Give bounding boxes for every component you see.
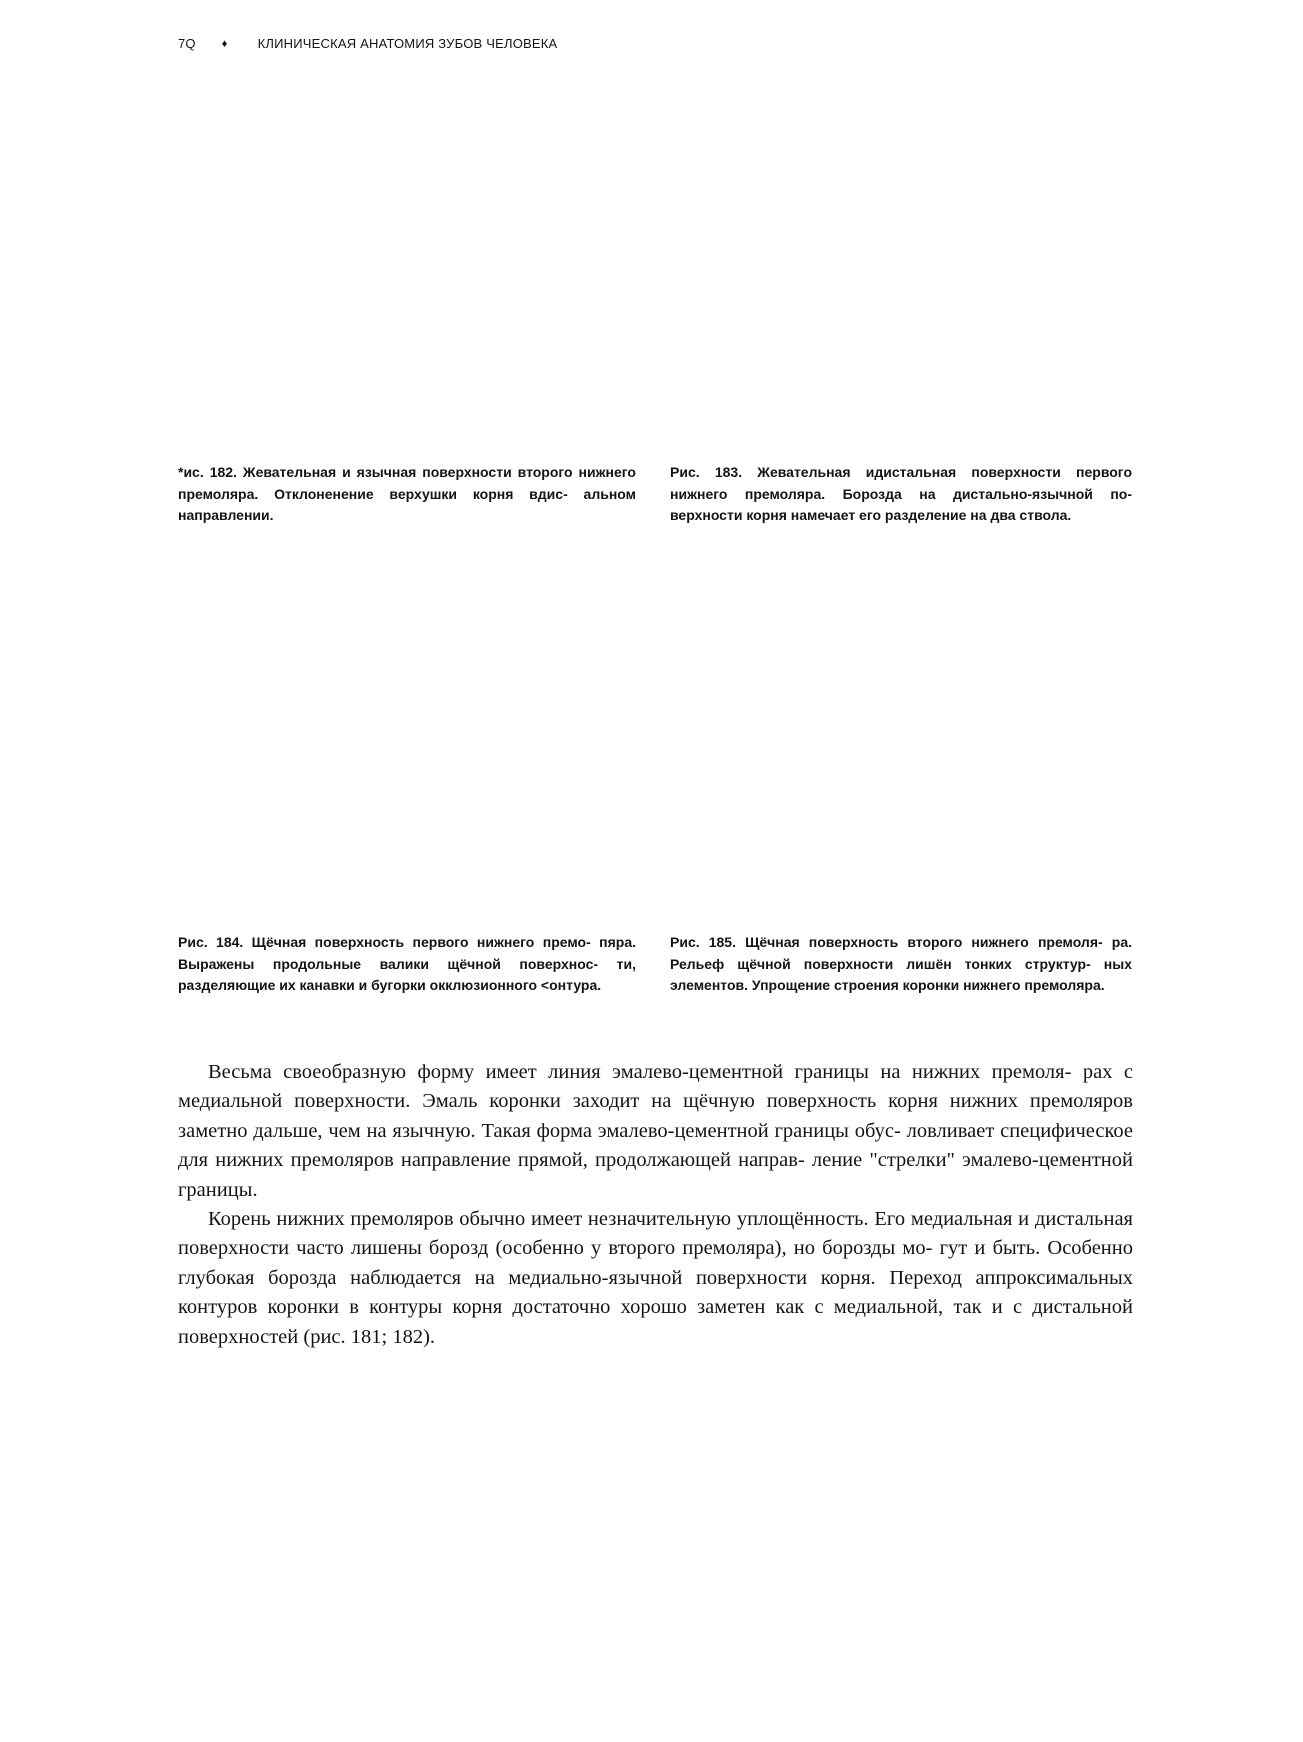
figure-caption-183: Рис. 183. Жевательная идистальная поверхности первого нижнего премоляра. Борозда на дистально-язычной по- верхности корня намечает его разделение на два ствола. [670,464,1132,523]
figure-caption-184: Рис. 184. Щёчная поверхность первого нижнего премо- пяра. Выражены продольные валики щёчной поверхнос- ти, разделяющие их канавки и бугорки окклюзионного <онтура. [178,934,636,993]
running-header [178,36,557,51]
paragraph: Весьма своеобразную форму имеет линия эмалево-цементной границы на нижних премоля- рах с медиальной поверхности. Эмаль коронки заходит на щёчную поверхность корня нижних премоляров заметно дальше, чем на язычную. Такая форма эмалево-цементной границы обус- ловливает специфическое для нижних премоляров направление прямой, продолжающей направ- ление "стрелки" эмалево-цементной границы. [178,1061,1133,1201]
diamond-separator-icon: ♦ [221,37,228,50]
page-number: 7Q [178,36,196,51]
figure-caption-182: *ис. 182. Жевательная и язычная поверхности второго нижнего премоляра. Отклоненение верхушки корня вдис- альном направлении. [178,464,636,523]
paragraph: Корень нижних премоляров обычно имеет незначительную уплощённость. Его медиальная и дистальная поверхности часто лишены борозд (особенно у второго премоляра), но борозды мо- гут и быть. Особенно глубокая борозда наблюдается на медиально-язычной поверхности корня. Переход аппроксимальных контуров коронки в контуры корня достаточно хорошо заметен как с медиальной, так и с дистальной поверхностей (рис. 181; 182). [178,1208,1133,1348]
body-text [178,1058,1133,1352]
figure-caption-185: Рис. 185. Щёчная поверхность второго нижнего премоля- ра. Рельеф щёчной поверхности лишён тонких структур- ных элементов. Упрощение строения коронки нижнего премоляра. [670,934,1132,993]
running-title: КЛИНИЧЕСКАЯ АНАТОМИЯ ЗУБОВ ЧЕЛОВЕКА [257,36,558,51]
